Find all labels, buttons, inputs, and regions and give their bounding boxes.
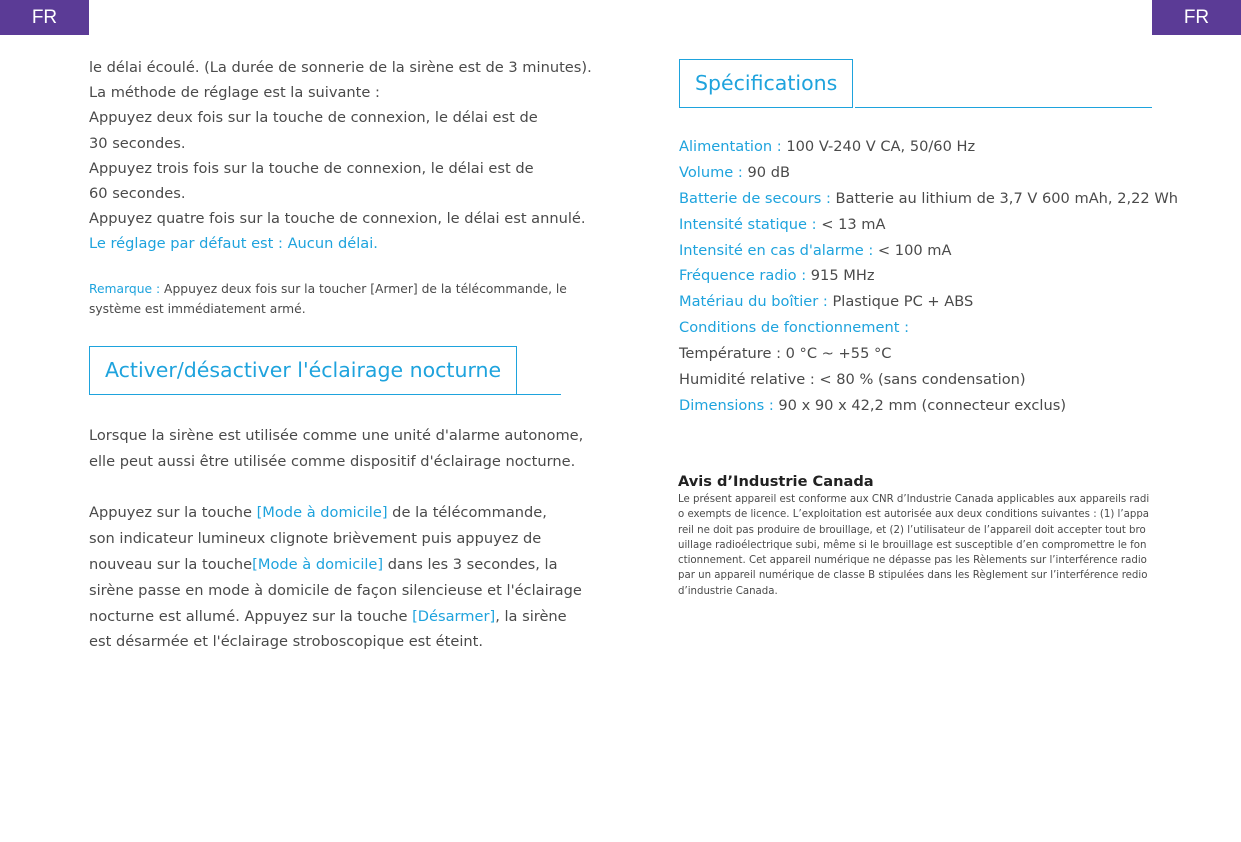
condition-row: Température : 0 °C ~ +55 °C xyxy=(679,345,892,363)
note-paragraph xyxy=(89,280,569,319)
spec-value: 915 MHz xyxy=(806,267,875,285)
text-fragment: de la télécommande, xyxy=(387,504,547,522)
spec-label: Volume : xyxy=(679,163,743,181)
spec-label: Intensité statique : xyxy=(679,215,817,233)
section-rule xyxy=(855,107,1152,108)
disarm-key-label: [Désarmer] xyxy=(412,607,496,625)
spec-label: Matériau du boîtier : xyxy=(679,293,828,311)
spec-label: Alimentation : xyxy=(679,138,782,155)
language-tab-left: FR xyxy=(0,0,89,35)
spec-label: Batterie de secours : xyxy=(679,189,831,207)
default-setting-text: Le réglage par défaut est : Aucun délai. xyxy=(89,235,378,253)
spec-row xyxy=(679,289,1159,315)
spec-value: 100 V-240 V CA, 50/60 Hz xyxy=(781,138,976,155)
text-line: est désarmée et l'éclairage stroboscopique est éteint. xyxy=(89,633,483,651)
spec-value: 90 dB xyxy=(742,163,790,181)
specifications-list xyxy=(679,134,1179,419)
home-mode-key-label: [Mode à domicile] xyxy=(252,555,384,573)
text-line: La méthode de réglage est la suivante : xyxy=(89,84,380,102)
section-title: Spécifications xyxy=(679,59,853,108)
text-line: son indicateur lumineux clignote brièvement puis appuyez de xyxy=(89,530,542,548)
home-mode-key-label: [Mode à domicile] xyxy=(256,504,388,522)
text-line: 60 secondes. xyxy=(89,184,186,202)
spec-row xyxy=(679,263,1159,289)
text-line: Appuyez deux fois sur la touche de connexion, le délai est de xyxy=(89,109,538,127)
spec-value: 90 x 90 x 42,2 mm (connecteur exclus) xyxy=(773,396,1067,414)
text-line: sirène passe en mode à domicile de façon silencieuse et l'éclairage xyxy=(89,581,582,599)
spec-row xyxy=(679,160,1159,186)
text-fragment: dans les 3 secondes, la xyxy=(383,555,558,573)
text-fragment: , la sirène xyxy=(495,607,567,625)
spec-value: < 13 mA xyxy=(816,215,886,233)
spec-value: Plastique PC + ABS xyxy=(827,293,974,311)
spec-row xyxy=(679,186,1179,212)
note-label: Remarque : xyxy=(89,282,161,296)
text-fragment: Appuyez sur la touche xyxy=(89,504,257,522)
spec-value: < 100 mA xyxy=(873,241,952,259)
text-fragment: nouveau sur la touche xyxy=(89,555,253,573)
spec-row xyxy=(679,393,1159,419)
text-line: Appuyez quatre fois sur la touche de connexion, le délai est annulé. xyxy=(89,210,586,228)
text-line: 30 secondes. xyxy=(89,134,186,152)
night-light-section-header xyxy=(89,346,561,395)
spec-row xyxy=(679,238,1159,264)
text-line: Lorsque la sirène est utilisée comme une unité d'alarme autonome, xyxy=(89,427,584,444)
delay-setting-text xyxy=(89,55,592,257)
spec-label: Conditions de fonctionnement : xyxy=(679,319,910,337)
text-fragment: nocturne est allumé. Appuyez sur la touche xyxy=(89,607,413,625)
spec-label: Fréquence radio : xyxy=(679,267,807,285)
night-light-body xyxy=(89,423,584,655)
text-line: le délai écoulé. (La durée de sonnerie de la sirène est de 3 minutes). xyxy=(89,59,592,76)
spec-row xyxy=(679,134,1159,160)
section-title: Activer/désactiver l'éclairage nocturne xyxy=(89,346,517,395)
section-rule xyxy=(514,394,561,395)
industry-canada-title: Avis d’Industrie Canada xyxy=(678,473,874,490)
spec-label: Intensité en cas d'alarme : xyxy=(679,241,874,259)
specifications-section-header xyxy=(679,59,1152,108)
text-line xyxy=(89,552,569,578)
language-tab-right: FR xyxy=(1152,0,1241,35)
spec-row xyxy=(679,315,1159,341)
industry-canada-notice: Le présent appareil est conforme aux CNR d’Industrie Canada applicables aux appareils radio exempts de licence. L’exploitation est autorisée aux deux conditions suivantes : (1) l’appareil ne doit pas produire de brouillage, et (2) l’utilisateur de l’appareil doit accepter tout brouillage radioélectrique subi, même si le brouillage est susceptible d’en compromettre le fonctionnement. Cet appareil numérique ne dépasse pas les Rèlements sur l’interférence radio par un appareil numérique de classe B stipulées dans les Règlement sur l’interférence redio d’industrie Canada. xyxy=(678,494,1150,597)
spec-value: Batterie au lithium de 3,7 V 600 mAh, 2,22 Wh xyxy=(830,189,1179,207)
text-line: Appuyez trois fois sur la touche de connexion, le délai est de xyxy=(89,159,534,177)
condition-row: Humidité relative : < 80 % (sans condensation) xyxy=(679,371,1026,389)
note-text: Appuyez deux fois sur la toucher [Armer] de la télécommande, le système est immédiatement armé. xyxy=(89,282,567,316)
text-line xyxy=(89,500,569,526)
text-line xyxy=(89,604,569,630)
spec-label: Dimensions : xyxy=(679,396,774,414)
spec-row xyxy=(679,212,1159,238)
text-line: elle peut aussi être utilisée comme dispositif d'éclairage nocturne. xyxy=(89,452,576,470)
